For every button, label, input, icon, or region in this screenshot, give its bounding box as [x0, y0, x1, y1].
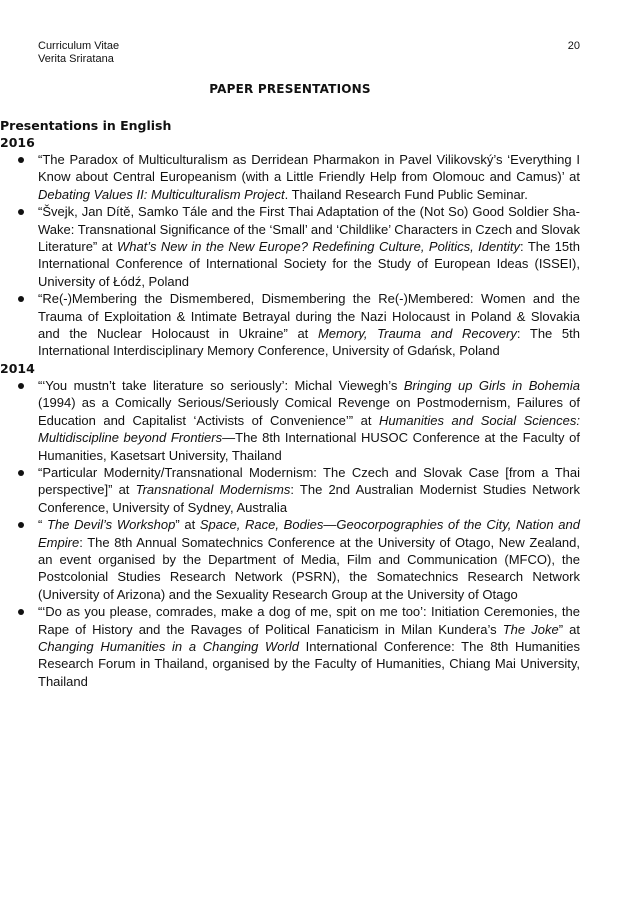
year-heading: 2016 — [0, 135, 35, 150]
entry-text: : The 15th International Conference of International Society for the Study of European Ideas (ISSEI), University of Łódź, Poland — [38, 239, 580, 289]
entry-text: “Švejk, Jan Dítě, Samko Tále and the First Thai Adaptation of the (Not So) Good Soldier Sha-Wake: Transnational Significance of the ‘Small’ and ‘Childlike’ Characters in Czech and Slovak Literature” at — [38, 204, 580, 255]
bullet-icon — [18, 209, 24, 215]
entry-text: (1994) as a Comically Serious/Seriously Comical Revenge on Postmodernism, Failures of Education and Capitalist ‘Activists of Convenience’” at — [38, 395, 580, 428]
list-item — [0, 151, 580, 203]
entry-text: . Thailand Research Fund Public Seminar. — [284, 186, 528, 202]
running-header — [38, 40, 119, 66]
bullet-icon — [18, 470, 24, 476]
presentations-list — [0, 135, 580, 690]
bullet-icon — [18, 383, 24, 389]
header-doc-title: Curriculum Vitae — [38, 40, 120, 52]
year-block — [0, 135, 580, 360]
entry-text: “The Paradox of Multiculturalism as Derridean Pharmakon in Pavel Vilikovský’s ‘Everything I Know about Central Europeanism (with a Little Friendly Help from Olomouc and Camus)’ at — [38, 152, 580, 185]
entry-text: —The 8th International HUSOC Conference at the Faculty of Humanities, Kasetsart University, Thailand — [38, 430, 580, 463]
italic-title-text: What’s New in the New Europe? Redefining Culture, Politics, Identity — [116, 239, 521, 255]
entry-text: ” at — [175, 517, 200, 533]
italic-title-text: The Joke — [502, 621, 559, 637]
italic-title-text: Changing Humanities in a Changing World — [38, 638, 299, 654]
italic-title-text: Humanities and Social Sciences: Multidiscipline beyond Frontiers — [38, 412, 580, 446]
list-item — [0, 464, 580, 516]
list-item — [0, 203, 580, 290]
entry-text: “Particular Modernity/Transnational Modernism: The Czech and Slovak Case [from a Thai perspective]” at — [38, 464, 580, 498]
entry-text: : The 8th Annual Somatechnics Conference at the University of Otago, New Zealand, an event organised by the Department of Media, Film and Communication (MFCO), the Postcolonial Studies Research Network (PSRN), the Somatechnics Research Network (University of Arizona) and the Sexuality Research Group at the University of Otago — [38, 534, 580, 602]
year-block — [0, 361, 580, 690]
section-heading: Presentations in English — [0, 118, 172, 133]
bullet-icon — [18, 296, 24, 302]
entry-text: : The 5th International Interdisciplinary Memory Conference, University of Gdańsk, Poland — [38, 326, 581, 359]
italic-title-text: Transnational Modernisms — [135, 482, 291, 498]
list-item — [0, 377, 580, 464]
list-item — [0, 603, 580, 690]
entry-list — [0, 377, 580, 690]
italic-title-text: Debating Values II: Multiculturalism Project — [38, 186, 285, 202]
entry-text: : The 2nd Australian Modernist Studies Network Conference, University of Sydney, Australia — [38, 482, 580, 515]
page-title: PAPER PRESENTATIONS — [209, 82, 371, 96]
list-item — [0, 516, 580, 603]
entry-text: International Conference: The 8th Humanities Research Forum in Thailand, organised by the Faculty of Humanities, Chiang Mai University, Thailand — [38, 638, 580, 689]
bullet-icon — [18, 609, 24, 615]
page-number: 20 — [567, 40, 580, 52]
italic-title-text: Memory, Trauma and Recovery — [317, 326, 517, 342]
year-heading: 2014 — [0, 360, 35, 376]
entry-text: “ — [38, 517, 48, 533]
bullet-icon — [18, 522, 24, 528]
entry-text: ” at — [558, 621, 580, 637]
italic-title-text: The Devil’s Workshop — [47, 517, 176, 533]
bullet-icon — [18, 157, 24, 163]
entry-text: “Re(-)Membering the Dismembered, Dismembering the Re(-)Membered: Women and the Trauma of Exploitation & Intimate Betrayal during the Nazi Holocaust in Poland & Slovakia and the Nuclear Holocaust in Ukraine” at — [38, 291, 580, 342]
entry-list — [0, 151, 580, 360]
header-author-name: Verita Sriratana — [38, 53, 114, 65]
italic-title-text: Bringing up Girls in Bohemia — [403, 377, 580, 393]
entry-text: “‘You mustn’t take literature so seriously’: Michal Viewegh’s — [38, 377, 404, 393]
italic-title-text: Space, Race, Bodies—Geocorpographies of the City, Nation and Empire — [38, 517, 580, 550]
list-item — [0, 290, 580, 360]
entry-text: “‘Do as you please, comrades, make a dog of me, spit on me too’: Initiation Ceremonies, the Rape of History and the Ravages of Political Fanaticism in Milan Kundera’s — [38, 604, 580, 637]
